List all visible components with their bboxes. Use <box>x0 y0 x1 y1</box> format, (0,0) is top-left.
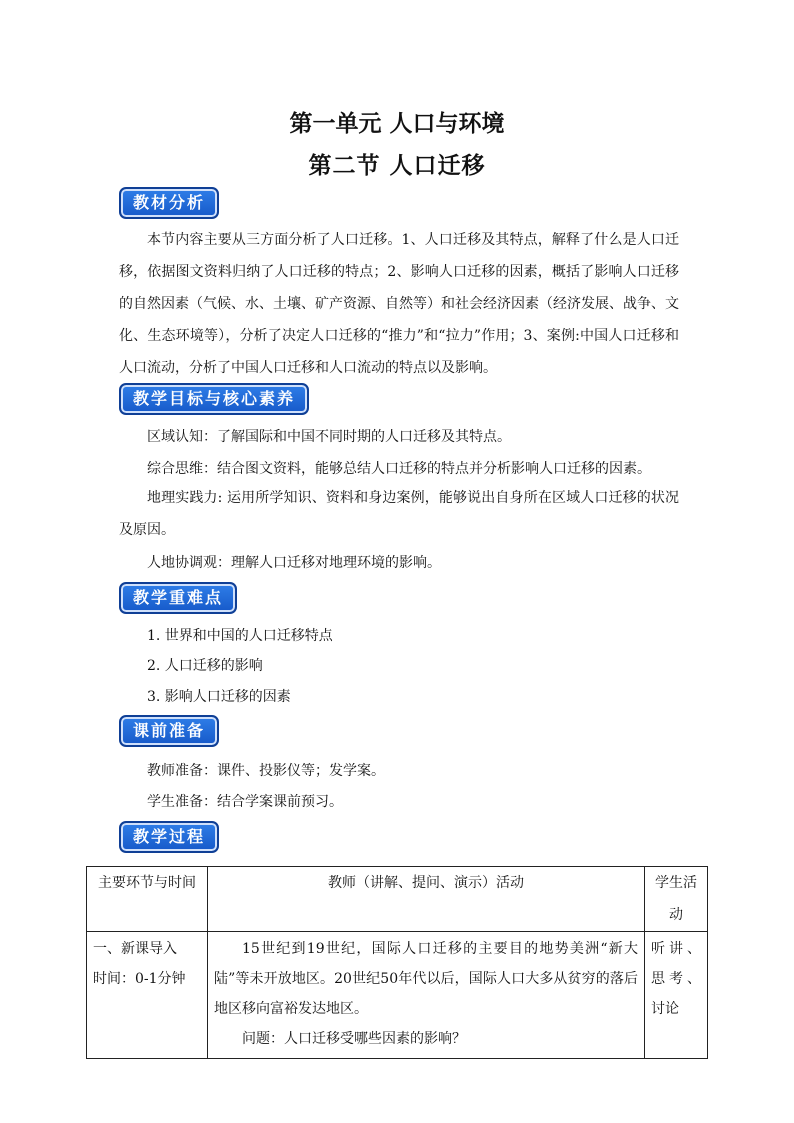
goal-item: 综合思维：结合图文资料，能够总结人口迁移的特点并分析影响人口迁移的因素。 <box>147 461 651 477</box>
key-point-item: 3. 影响人口迁移的因素 <box>147 689 291 705</box>
goal-item: 地理实践力: 运用所学知识、资料和身边案例，能够说出自身所在区域人口迁移的状况及原因。 <box>119 490 679 538</box>
table-row <box>87 932 708 1059</box>
teacher-prep: 教师准备：课件、投影仪等；发学案。 <box>147 763 385 779</box>
heading-preparation: 课前准备 <box>119 715 219 747</box>
table-header-row <box>87 867 708 932</box>
student-prep: 学生准备：结合学案课前预习。 <box>147 794 343 810</box>
stage-name: 一、新课导入 <box>93 941 177 957</box>
key-point-item: 1. 世界和中国的人口迁移特点 <box>147 628 333 644</box>
heading-goals: 教学目标与核心素养 <box>119 383 309 415</box>
student-activity-cell: 听讲、思考、讨论 <box>645 932 708 1059</box>
key-point-item: 2. 人口迁移的影响 <box>147 658 263 674</box>
stage-cell <box>87 932 208 1059</box>
teacher-activity-cell <box>208 932 645 1059</box>
teacher-activity-text: 15世纪到19世纪，国际人口迁移的主要目的地势美洲“新大陆”等未开放地区。20世纪50年代以后，国际人口大多从贫穷的落后地区移向富裕发达地区。 <box>214 941 638 1017</box>
analysis-paragraph: 本节内容主要从三方面分析了人口迁移。1、人口迁移及其特点，解释了什么是人口迁移，依据图文资料归纳了人口迁移的特点；2、影响人口迁移的因素，概括了影响人口迁移的自然因素（气候、水、土壤、矿产资源、自然等）和社会经济因素（经济发展、战争、文化、生态环境等），分析了决定人口迁移的“推力”和“拉力”作用；3、案例:中国人口迁移和人口流动，分析了中国人口迁移和人口流动的特点以及影响。 <box>119 232 679 376</box>
stage-time: 时间：0-1分钟 <box>93 971 186 987</box>
unit-title: 第一单元 人口与环境 <box>289 111 505 137</box>
goal-item: 区域认知：了解国际和中国不同时期的人口迁移及其特点。 <box>147 429 511 445</box>
heading-process: 教学过程 <box>119 821 219 853</box>
table-header-cell: 教师（讲解、提问、演示）活动 <box>208 867 645 932</box>
table-header-cell: 主要环节与时间 <box>87 867 208 932</box>
section-title: 第二节 人口迁移 <box>308 153 486 179</box>
heading-textbook-analysis: 教材分析 <box>119 187 219 219</box>
process-table <box>86 866 708 1059</box>
table-header-cell: 学生活动 <box>645 867 708 932</box>
heading-key-points: 教学重难点 <box>119 582 237 614</box>
teacher-activity-question: 问题：人口迁移受哪些因素的影响？ <box>242 1031 466 1047</box>
goal-item: 人地协调观：理解人口迁移对地理环境的影响。 <box>147 555 441 571</box>
